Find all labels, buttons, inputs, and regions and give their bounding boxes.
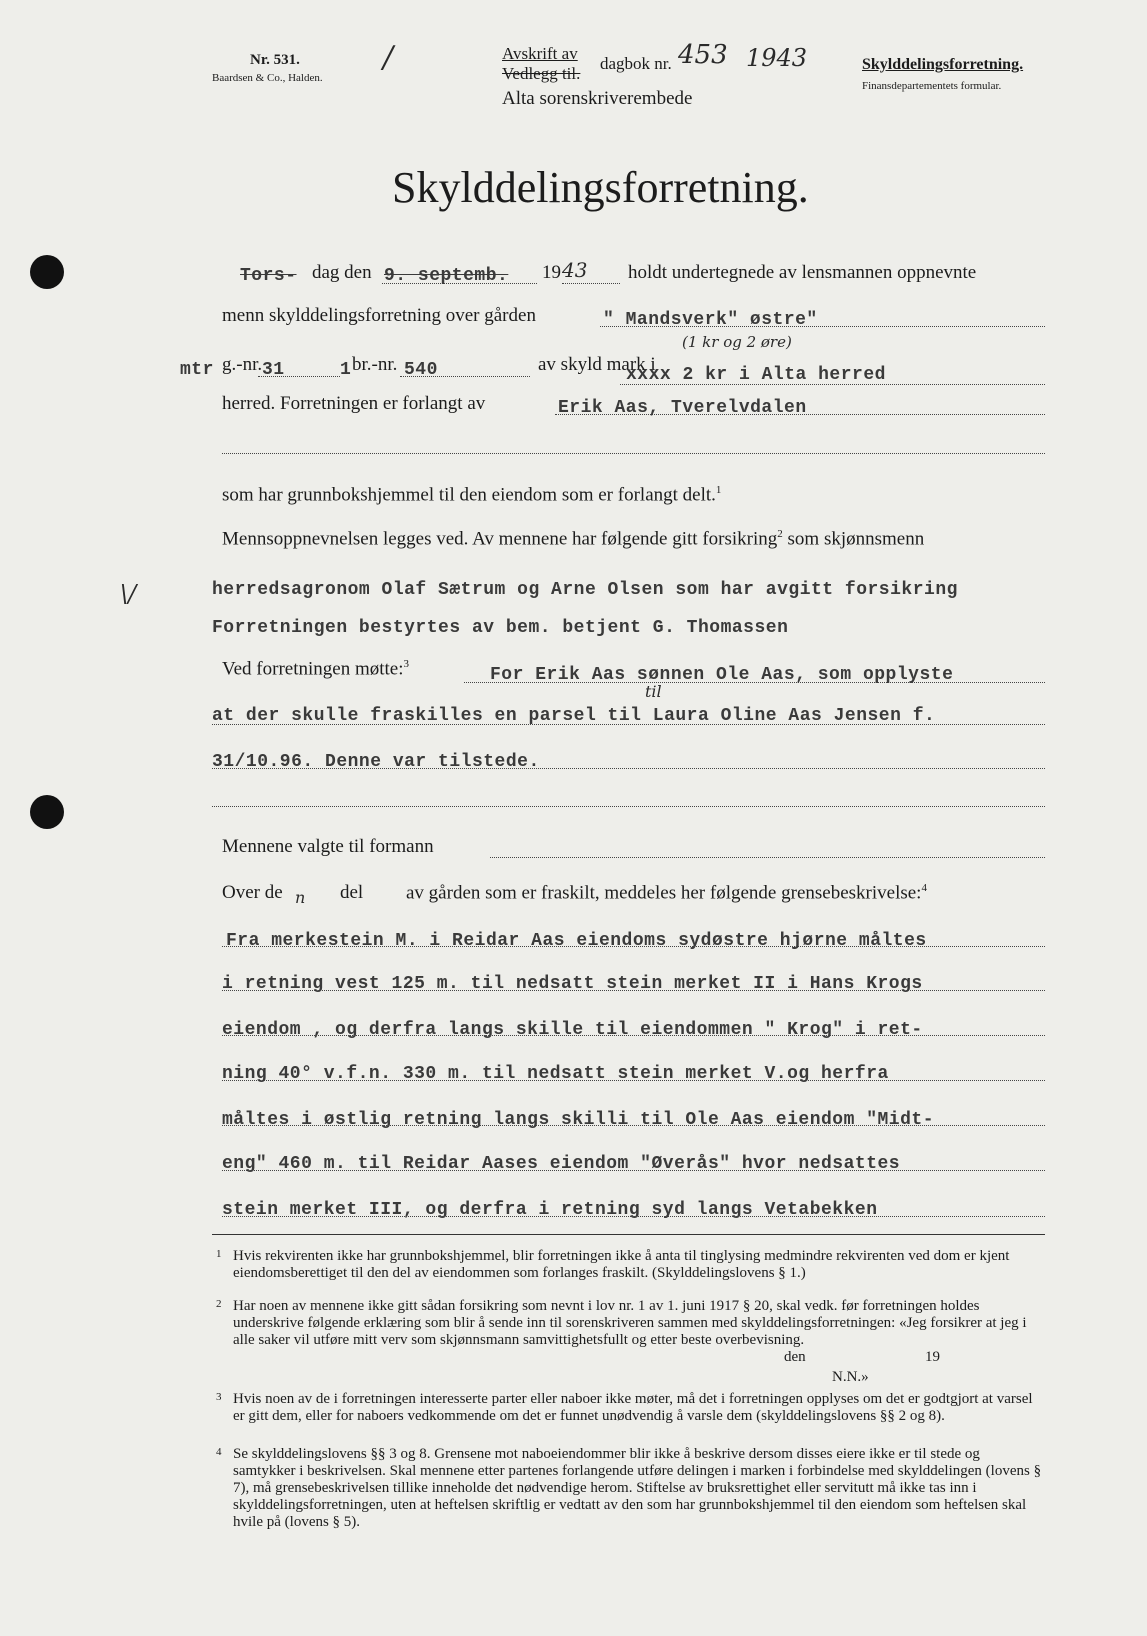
footnote-1-text: Hvis rekvirenten ikke har grunnbokshjemmel, blir forretningen ikke å anta til tinglysing medmindre rekvirenten ved dom er kjent eiendomsberettiget til den del av eiendommen som forlanges fraskilt. (Skylddelingslovens § 1.)	[233, 1248, 1010, 1281]
grense-line-1: Fra merkestein M. i Reidar Aas eiendoms sydøstre hjørne måltes	[226, 931, 927, 951]
grense-line-6: eng" 460 m. til Reidar Aases eiendom "Øverås" hvor nedsattes	[222, 1154, 901, 1174]
hjemmel-sentence: som har grunnbokshjemmel til den eiendom som er forlangt delt.	[222, 484, 716, 506]
grense-line-4: ning 40° v.f.n. 330 m. til nedsatt stein merket V.og herfra	[222, 1064, 889, 1084]
day-label: dag den	[312, 262, 372, 283]
farm-name: " Mandsverk" østre"	[603, 310, 818, 330]
formann-dotline	[490, 857, 1045, 858]
printer-name: Baardsen & Co., Halden.	[212, 72, 323, 84]
tick-mark: /	[383, 40, 394, 75]
punch-hole-top	[30, 255, 64, 289]
grense-sentence: av gården som er fraskilt, meddeles her følgende grensebeskrivelse:	[406, 882, 922, 904]
grense-del: del	[340, 882, 364, 903]
copy-label: Avskrift av	[502, 44, 578, 63]
year-prefix: 19	[542, 262, 561, 283]
requester-name: Erik Aas, Tverelvdalen	[558, 398, 807, 418]
mote-line-2-insert: til	[645, 682, 662, 701]
grense-dotline-2	[222, 990, 1045, 991]
weekday: Tors-	[240, 266, 297, 286]
gnr-value: 31	[262, 360, 285, 380]
formann-label: Mennene valgte til formann	[222, 836, 434, 857]
footnote-2-number: 2	[216, 1298, 222, 1310]
journal-number: 453	[678, 40, 728, 70]
year-dotline	[562, 283, 620, 284]
mote-dotline-2	[212, 724, 1045, 725]
mote-line-1: For Erik Aas sønnen Ole Aas, som opplyste	[490, 665, 954, 685]
skyld-value: xxxx 2 kr i Alta herred	[626, 365, 886, 385]
footnote-4-number: 4	[216, 1446, 222, 1458]
oppnevnelse-sentence: Mennsoppnevnelsen legges ved. Av mennene har følgende gitt forsikring	[222, 528, 778, 550]
oppnevnelse-line-2: Forretningen bestyrtes av bem. betjent G. Thomassen	[212, 618, 789, 638]
form-number: Nr. 531.	[250, 52, 300, 68]
hjemmel-text	[222, 484, 721, 506]
grense-dotline-3	[222, 1035, 1045, 1036]
footnote-ref-1: 1	[715, 484, 722, 496]
grense-line-7: stein merket III, og derfra i retning syd langs Vetabekken	[222, 1200, 878, 1220]
mote-dotline-3	[212, 768, 1045, 769]
journal-label: dagbok nr.	[600, 54, 672, 73]
mote-line-3: 31/10.96. Denne var tilstede.	[212, 752, 540, 772]
grense-dotline-4	[222, 1080, 1045, 1081]
bnr-dotline	[400, 376, 530, 377]
punch-hole-bottom	[30, 795, 64, 829]
skyld-dotline	[620, 384, 1045, 385]
date-value: 9. septemb.	[384, 266, 509, 286]
grense-n-mark: n	[295, 888, 306, 907]
footnote-ref-3: 3	[403, 658, 410, 670]
year-suffix: 43	[562, 258, 588, 282]
grense-dotline-6	[222, 1170, 1045, 1171]
mote-line-2: at der skulle fraskilles en parsel til Laura Oline Aas Jensen f.	[212, 706, 936, 726]
mote-label	[222, 658, 409, 680]
grense-over: Over de	[222, 882, 283, 903]
grense-line-3: eiendom , og derfra langs skille til eiendommen " Krog" i ret-	[222, 1020, 923, 1040]
grense-line-5: måltes i østlig retning langs skilli til Ole Aas eiendom "Midt-	[222, 1110, 935, 1130]
farm-note: (1 kr og 2 øre)	[682, 333, 792, 351]
form-subtitle: Finansdepartementets formular.	[862, 80, 1002, 92]
footnote-3-number: 3	[216, 1391, 222, 1403]
form-title-small: Skylddelingsforretning.	[862, 56, 1024, 73]
footnote-3-text: Hvis noen av de i forretningen interesserte parter eller naboer ikke møter, må det i forretningen opplyses om det er godtgjort at varsel er gitt dem, eller for naboers vedkommende om det er funnet unødvendig å varsle dem (skylddelingslovens §§ 2 og 8).	[233, 1391, 1033, 1424]
skyld-label: av skyld mark i	[538, 354, 656, 375]
footnote-2-den: den	[784, 1349, 806, 1365]
bnr-value: 540	[404, 360, 438, 380]
bnr-prefix: 1	[340, 360, 352, 380]
bnr-label: br.-nr.	[352, 354, 398, 375]
page-title: Skylddelingsforretning.	[392, 163, 809, 212]
footnote-2-signature: N.N.»	[832, 1369, 869, 1385]
journal-year: 1943	[746, 44, 808, 72]
footnote-2-text: Har noen av mennene ikke gitt sådan forsikring som nevnt i lov nr. 1 av 1. juni 1917 § 20, skal vedk. før forretningen holdes underskrive følgende erklæring som blir å sende inn til sorenskriveren sammen med skylddelingsforretningen: «Jeg forsikrer at jeg i alle saker vil utføre mitt verv som skjønnsmann samvittighetsfullt og etter beste overbevisning.	[233, 1298, 1027, 1348]
grense-dotline-7	[222, 1216, 1045, 1217]
attachment-label: Vedlegg til.	[502, 64, 581, 83]
held-text: holdt undertegnede av lensmannen oppnevnte	[628, 262, 977, 283]
mtr-prefix: mtr	[180, 360, 214, 380]
oppnevnelse-end: som skjønnsmenn	[787, 528, 925, 550]
footnote-separator	[212, 1234, 1045, 1235]
grense-dotline-5	[222, 1125, 1045, 1126]
grense-dotline-1	[222, 946, 1045, 947]
margin-mark: \/	[120, 580, 137, 608]
oppnevnelse-text	[222, 528, 924, 550]
footnote-4-text: Se skylddelingslovens §§ 3 og 8. Grensene mot naboeiendommer blir ikke å beskrive dersom disses eiere ikke er til stede og samtykker i beskrivelsen. Skal mennene etter partenes forlangende utføre delingen i marken i forbindelse med skylddelingen (lovens § 7), må grensebeskrivelsen tillike inneholde det nødvendige herom. Stiftelse av bruksrettighet eller servitutt må ikke tas inn i skylddelingsforretningen, uten at heftelsen skriftlig er vedtatt av den som har grunnbokshjemmel til den eiendom som heftelsen skal hvile på (lovens § 5).	[233, 1446, 1042, 1530]
gnr-label: g.-nr.	[222, 354, 263, 375]
mote-label-text: Ved forretningen møtte:	[222, 658, 404, 680]
blank-dotline-2	[212, 806, 1045, 807]
footnote-2-year: 19	[925, 1349, 940, 1365]
men-text: menn skylddelingsforretning over gården	[222, 305, 536, 326]
herred-text: herred. Forretningen er forlangt av	[222, 393, 486, 414]
court-name: Alta sorenskriverembede	[502, 88, 693, 109]
footnote-ref-2: 2	[777, 528, 783, 540]
oppnevnelse-line-1: herredsagronom Olaf Sætrum og Arne Olsen som har avgitt forsikring	[212, 580, 958, 600]
grense-line-2: i retning vest 125 m. til nedsatt stein merket II i Hans Krogs	[222, 974, 923, 994]
footnote-1-number: 1	[216, 1248, 222, 1260]
gnr-dotline	[258, 376, 340, 377]
blank-dotline-1	[222, 453, 1045, 454]
footnote-ref-4: 4	[921, 882, 927, 894]
grense-text	[406, 882, 927, 904]
